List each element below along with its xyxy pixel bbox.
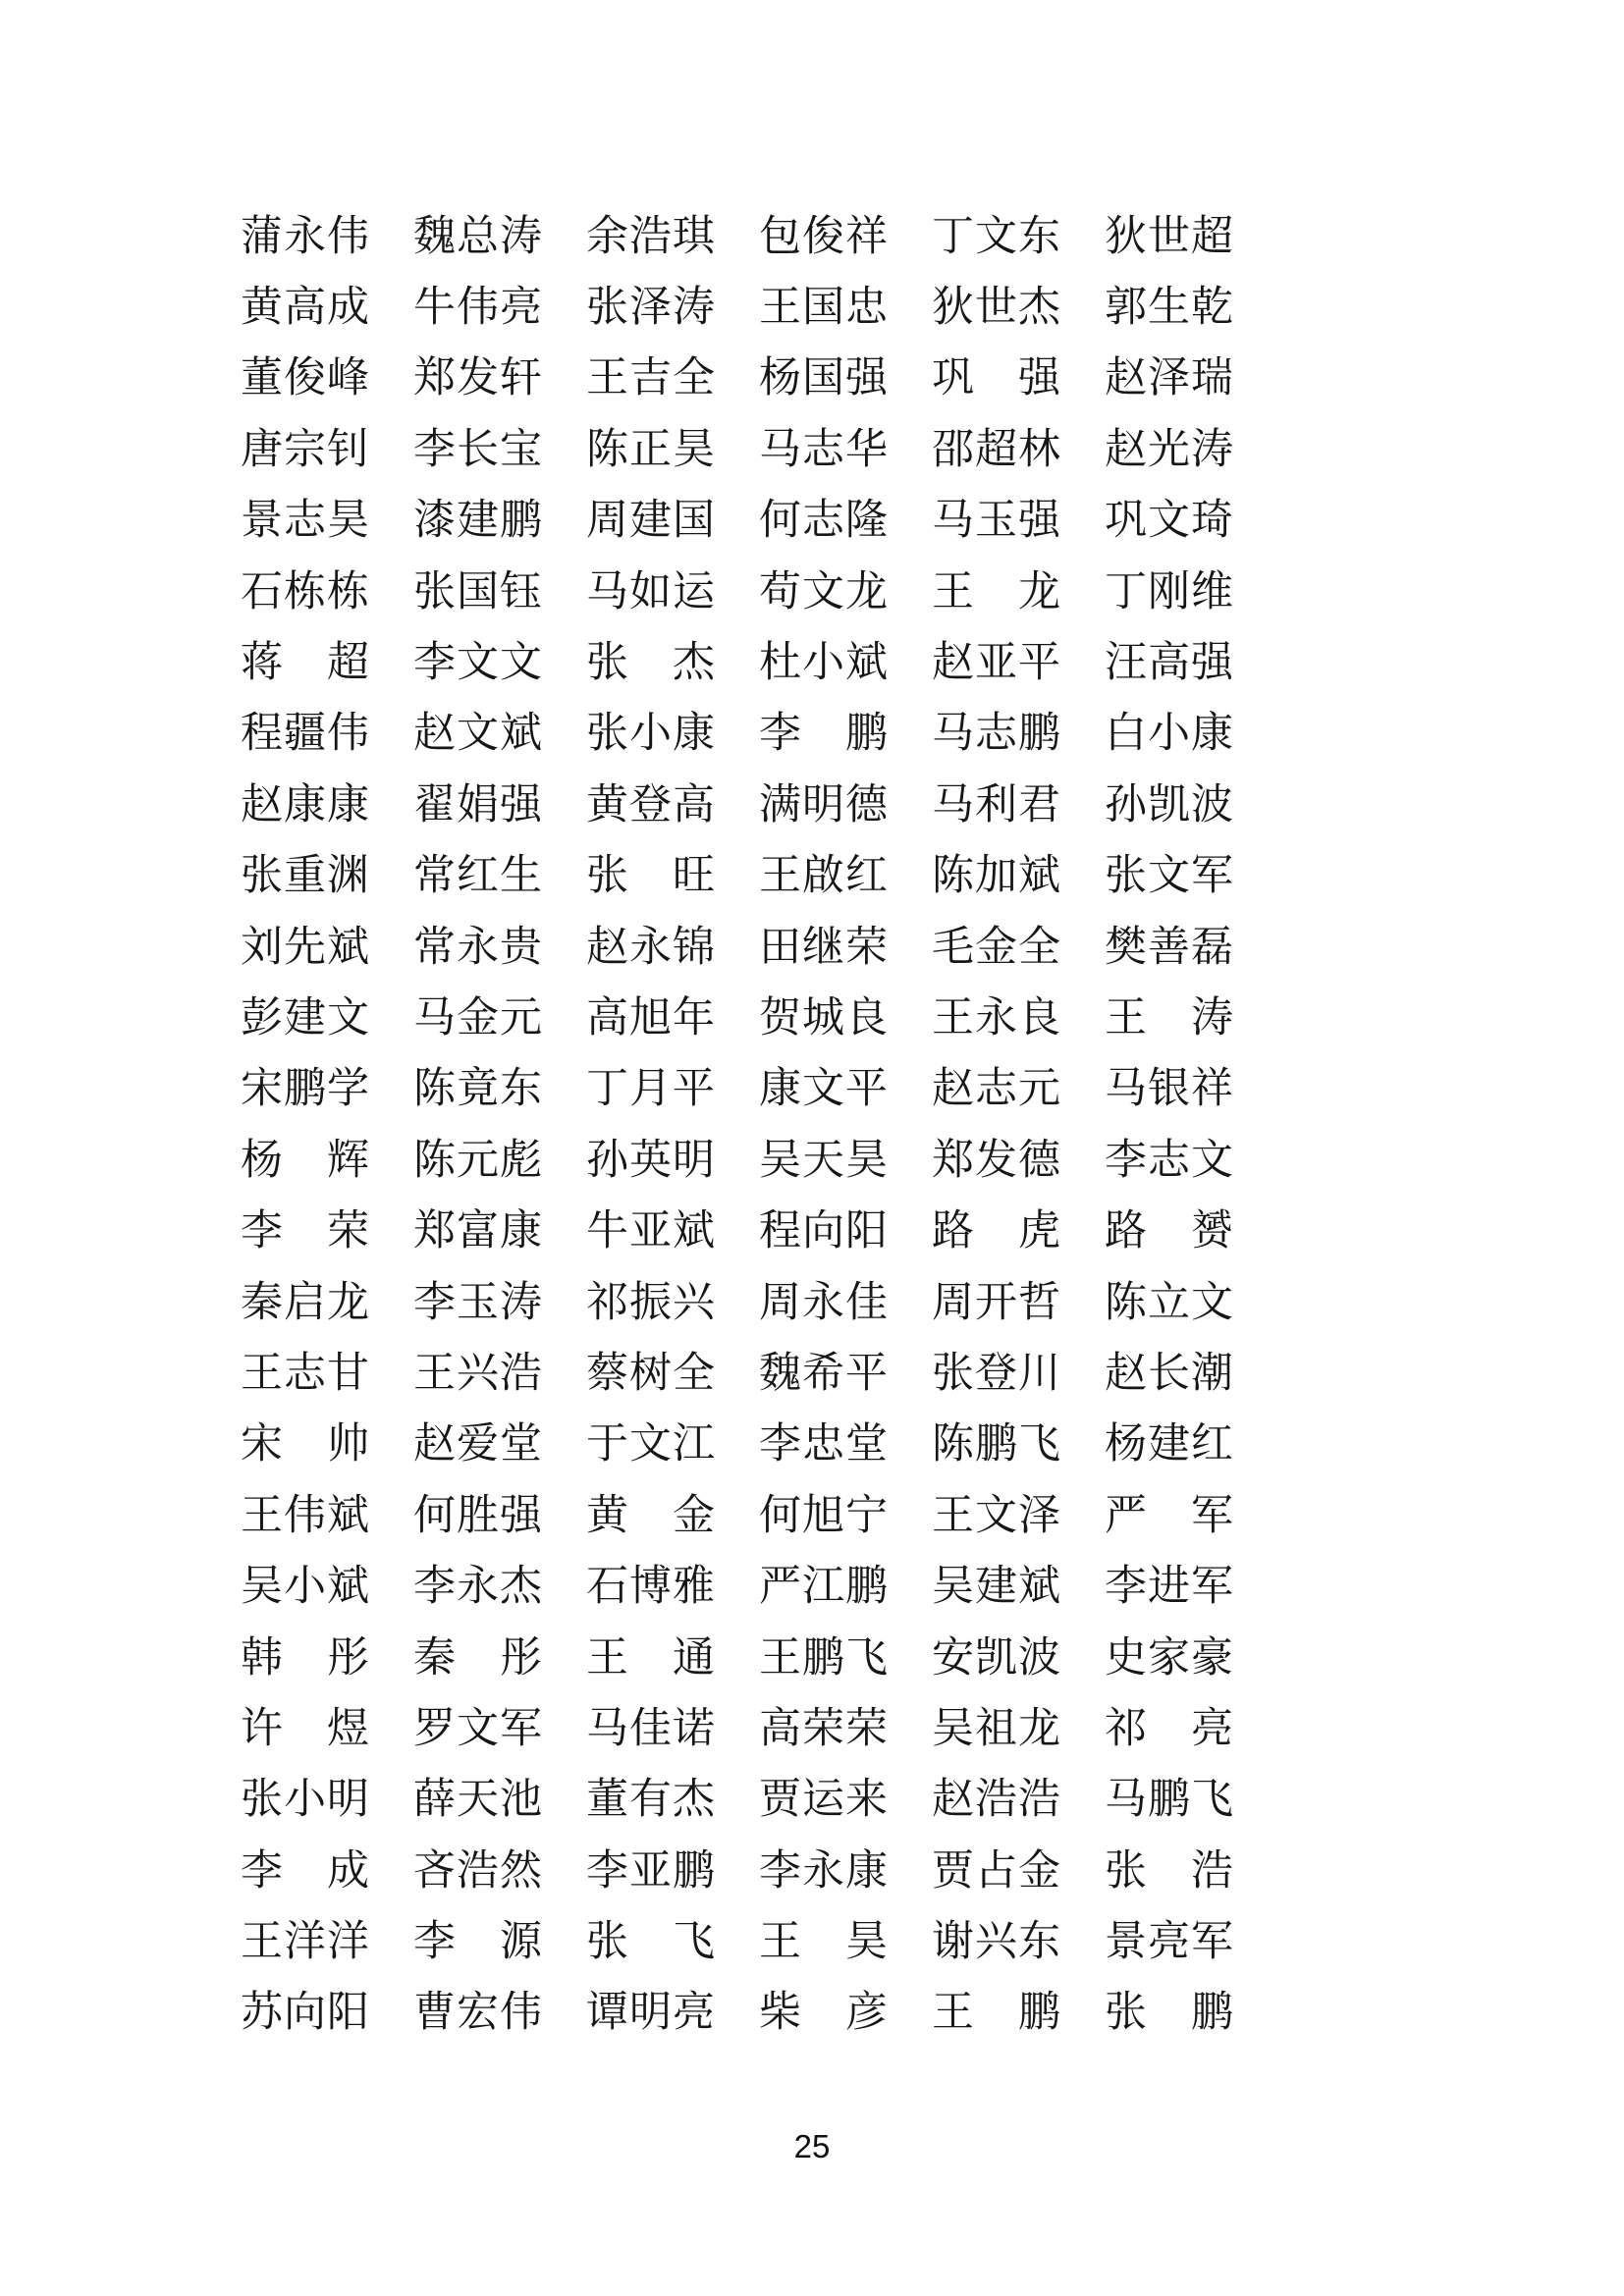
name-cell: 黄高成 (241, 285, 370, 332)
name-cell: 王 龙 (932, 568, 1061, 615)
name-cell: 田继荣 (759, 924, 889, 971)
name-cell: 马鹏飞 (1105, 1777, 1234, 1824)
name-cell: 王志甘 (241, 1350, 370, 1397)
name-cell: 白小康 (1105, 711, 1234, 758)
name-cell: 李 源 (413, 1919, 543, 1966)
name-cell: 赵志元 (932, 1066, 1061, 1113)
name-cell: 王 鹏 (932, 1990, 1061, 2037)
name-cell: 韩 彤 (241, 1634, 370, 1682)
name-cell: 赵文斌 (413, 711, 543, 758)
name-cell: 李永杰 (413, 1564, 543, 1611)
name-cell: 吴祖龙 (932, 1705, 1061, 1752)
name-cell: 赵光涛 (1105, 426, 1234, 473)
name-cell: 牛伟亮 (413, 285, 543, 332)
name-cell: 赵永锦 (586, 924, 716, 971)
name-cell: 曹宏伟 (413, 1990, 543, 2037)
name-cell: 柴 彦 (759, 1990, 889, 2037)
name-cell: 张重渊 (241, 853, 370, 900)
name-cell: 宋 帅 (241, 1421, 370, 1468)
name-cell: 董俊峰 (241, 355, 370, 402)
name-cell: 严 军 (1105, 1492, 1234, 1539)
name-cell: 赵浩浩 (932, 1777, 1061, 1824)
name-cell: 王洋洋 (241, 1919, 370, 1966)
name-cell: 巩 强 (932, 355, 1061, 402)
name-cell: 高旭年 (586, 994, 716, 1041)
name-cell: 张 飞 (586, 1919, 716, 1966)
name-cell: 王啟红 (759, 853, 889, 900)
name-cell: 蔡树全 (586, 1350, 716, 1397)
name-cell: 罗文军 (413, 1705, 543, 1752)
name-cell: 李 鹏 (759, 711, 889, 758)
name-cell: 路 虎 (932, 1208, 1061, 1255)
name-cell: 李亚鹏 (586, 1847, 716, 1895)
name-cell: 狄世杰 (932, 285, 1061, 332)
name-cell: 何志隆 (759, 498, 889, 545)
name-cell: 贾占金 (932, 1847, 1061, 1895)
name-cell: 魏希平 (759, 1350, 889, 1397)
name-cell: 安凯波 (932, 1634, 1061, 1682)
name-cell: 常永贵 (413, 924, 543, 971)
name-cell: 周永佳 (759, 1279, 889, 1326)
name-grid (241, 201, 1237, 2049)
name-cell: 陈元彪 (413, 1137, 543, 1184)
name-cell: 余浩琪 (586, 213, 716, 260)
name-cell: 汪高强 (1105, 640, 1234, 687)
name-cell: 杨 辉 (241, 1137, 370, 1184)
name-cell: 丁文东 (932, 213, 1061, 260)
name-cell: 张泽涛 (586, 285, 716, 332)
name-cell: 董有杰 (586, 1777, 716, 1824)
name-cell: 高荣荣 (759, 1705, 889, 1752)
name-cell: 孙凯波 (1105, 781, 1234, 828)
name-cell: 何旭宁 (759, 1492, 889, 1539)
name-cell: 张国钰 (413, 568, 543, 615)
name-cell: 王 通 (586, 1634, 716, 1682)
name-cell: 程疆伟 (241, 711, 370, 758)
name-cell: 蒋 超 (241, 640, 370, 687)
name-cell: 李永康 (759, 1847, 889, 1895)
name-cell: 马银祥 (1105, 1066, 1234, 1113)
name-cell: 刘先斌 (241, 924, 370, 971)
name-cell: 巩文琦 (1105, 498, 1234, 545)
name-cell: 王国忠 (759, 285, 889, 332)
name-cell: 何胜强 (413, 1492, 543, 1539)
name-cell: 常红生 (413, 853, 543, 900)
name-cell: 翟娟强 (413, 781, 543, 828)
name-cell: 陈加斌 (932, 853, 1061, 900)
name-cell: 牛亚斌 (586, 1208, 716, 1255)
name-cell: 毛金全 (932, 924, 1061, 971)
name-cell: 贺城良 (759, 994, 889, 1041)
name-cell: 周建国 (586, 498, 716, 545)
name-cell: 周开哲 (932, 1279, 1061, 1326)
name-cell: 王吉全 (586, 355, 716, 402)
name-cell: 石博雅 (586, 1564, 716, 1611)
name-cell: 李长宝 (413, 426, 543, 473)
name-cell: 李 成 (241, 1847, 370, 1895)
name-cell: 祁 亮 (1105, 1705, 1234, 1752)
name-cell: 丁刚维 (1105, 568, 1234, 615)
name-cell: 蒲永伟 (241, 213, 370, 260)
name-cell: 吴建斌 (932, 1564, 1061, 1611)
name-cell: 李忠堂 (759, 1421, 889, 1468)
name-cell: 苟文龙 (759, 568, 889, 615)
name-cell: 赵长潮 (1105, 1350, 1234, 1397)
name-cell: 王 昊 (759, 1919, 889, 1966)
name-cell: 李志文 (1105, 1137, 1234, 1184)
name-cell: 包俊祥 (759, 213, 889, 260)
name-cell: 黄登高 (586, 781, 716, 828)
name-cell: 马如运 (586, 568, 716, 615)
name-cell: 黄 金 (586, 1492, 716, 1539)
name-cell: 赵泽瑞 (1105, 355, 1234, 402)
name-cell: 王鹏飞 (759, 1634, 889, 1682)
name-cell: 陈正昊 (586, 426, 716, 473)
name-cell: 秦 彤 (413, 1634, 543, 1682)
name-cell: 吴天昊 (759, 1137, 889, 1184)
name-cell: 吝浩然 (413, 1847, 543, 1895)
name-cell: 严江鹏 (759, 1564, 889, 1611)
name-cell: 张 杰 (586, 640, 716, 687)
name-cell: 唐宗钊 (241, 426, 370, 473)
name-cell: 赵爱堂 (413, 1421, 543, 1468)
name-cell: 杜小斌 (759, 640, 889, 687)
name-cell: 吴小斌 (241, 1564, 370, 1611)
name-cell: 马志鹏 (932, 711, 1061, 758)
name-cell: 祁振兴 (586, 1279, 716, 1326)
name-cell: 王文泽 (932, 1492, 1061, 1539)
name-cell: 彭建文 (241, 994, 370, 1041)
name-cell: 郭生乾 (1105, 285, 1234, 332)
name-cell: 史家豪 (1105, 1634, 1234, 1682)
name-cell: 路 赟 (1105, 1208, 1234, 1255)
name-cell: 满明德 (759, 781, 889, 828)
name-cell: 丁月平 (586, 1066, 716, 1113)
name-cell: 李进军 (1105, 1564, 1234, 1611)
name-cell: 许 煜 (241, 1705, 370, 1752)
name-cell: 程向阳 (759, 1208, 889, 1255)
name-cell: 狄世超 (1105, 213, 1234, 260)
name-cell: 樊善磊 (1105, 924, 1234, 971)
name-cell: 张文军 (1105, 853, 1234, 900)
page-number: 25 (793, 2128, 831, 2164)
name-cell: 郑发轩 (413, 355, 543, 402)
name-cell: 李玉涛 (413, 1279, 543, 1326)
name-cell: 张登川 (932, 1350, 1061, 1397)
name-cell: 贾运来 (759, 1777, 889, 1824)
name-cell: 王永良 (932, 994, 1061, 1041)
name-cell: 张 鹏 (1105, 1990, 1234, 2037)
name-cell: 郑富康 (413, 1208, 543, 1255)
name-cell: 王伟斌 (241, 1492, 370, 1539)
name-cell: 谢兴东 (932, 1919, 1061, 1966)
name-cell: 李 荣 (241, 1208, 370, 1255)
name-cell: 魏总涛 (413, 213, 543, 260)
name-cell: 宋鹏学 (241, 1066, 370, 1113)
name-cell: 石栋栋 (241, 568, 370, 615)
name-cell: 张 浩 (1105, 1847, 1234, 1895)
name-cell: 薛天池 (413, 1777, 543, 1824)
name-cell: 赵亚平 (932, 640, 1061, 687)
name-cell: 陈竟东 (413, 1066, 543, 1113)
name-cell: 赵康康 (241, 781, 370, 828)
name-cell: 康文平 (759, 1066, 889, 1113)
name-cell: 张 旺 (586, 853, 716, 900)
name-cell: 王 涛 (1105, 994, 1234, 1041)
name-cell: 漆建鹏 (413, 498, 543, 545)
name-cell: 孙英明 (586, 1137, 716, 1184)
name-cell: 李文文 (413, 640, 543, 687)
name-cell: 马金元 (413, 994, 543, 1041)
name-cell: 杨建红 (1105, 1421, 1234, 1468)
name-cell: 王兴浩 (413, 1350, 543, 1397)
name-cell: 苏向阳 (241, 1990, 370, 2037)
name-cell: 杨国强 (759, 355, 889, 402)
name-cell: 马利君 (932, 781, 1061, 828)
name-cell: 马玉强 (932, 498, 1061, 545)
name-cell: 张小明 (241, 1777, 370, 1824)
name-cell: 景志昊 (241, 498, 370, 545)
name-cell: 陈鹏飞 (932, 1421, 1061, 1468)
name-cell: 邵超林 (932, 426, 1061, 473)
name-cell: 马志华 (759, 426, 889, 473)
name-cell: 郑发德 (932, 1137, 1061, 1184)
name-cell: 秦启龙 (241, 1279, 370, 1326)
name-cell: 景亮军 (1105, 1919, 1234, 1966)
name-cell: 谭明亮 (586, 1990, 716, 2037)
name-cell: 陈立文 (1105, 1279, 1234, 1326)
name-cell: 张小康 (586, 711, 716, 758)
name-cell: 马佳诺 (586, 1705, 716, 1752)
name-cell: 于文江 (586, 1421, 716, 1468)
